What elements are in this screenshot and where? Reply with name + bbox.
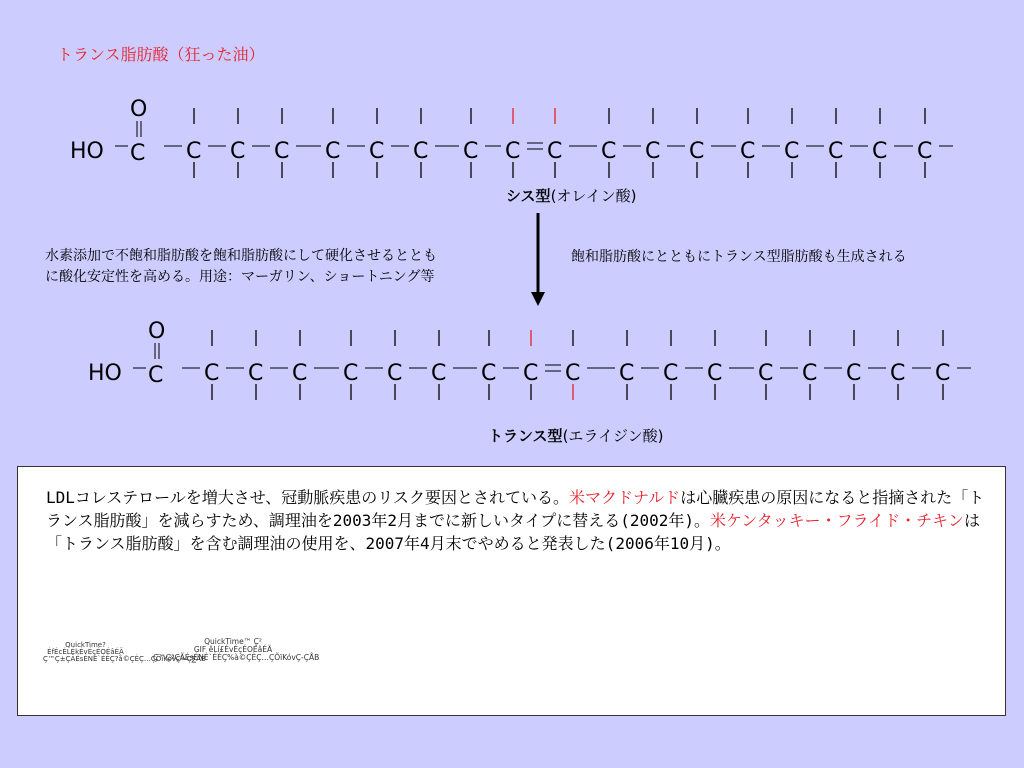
carbon-atom: C (325, 139, 341, 164)
carbon-atom: C (523, 361, 539, 386)
quicktime-placeholder-large: QuickTime™ Ç² GIF êLí£ÉvÉçÉOÉâÉÄ Ç™ÇªÇÃÉsÉNÉ`ÉÉÇ%à©ÇÈÇ…ÇÕïKóvÇ-ÇÅB (153, 637, 320, 662)
carbon-atom: C (369, 139, 385, 164)
carbon-atom: C (802, 361, 818, 386)
carbon-atom: C (740, 139, 756, 164)
carbon-atom: C (481, 361, 497, 386)
carboxyl-carbon: C (130, 141, 146, 166)
slide-title: トランス脂肪酸（狂った油） (57, 45, 265, 64)
carbon-atom: C (890, 361, 906, 386)
hydrogenation-note: 水素添加で不飽和脂肪酸を飽和脂肪酸にして硬化させるととも に酸化安定性を高める。用途：マーガリン、ショートニング等 (45, 248, 437, 285)
carbon-atom: C (463, 139, 479, 164)
carbon-atom: C (505, 139, 521, 164)
carbon-atom: C (204, 361, 220, 386)
carboxyl-carbon: C (148, 363, 164, 388)
carbon-atom: C (547, 139, 563, 164)
info-paragraph: LDLコレステロールを増大させ、冠動脈疾患のリスク要因とされている。米マクドナルドは心臓疾患の原因になると指摘された「トランス脂肪酸」を減らすため、調理油を2003年2月までに新しいタイプに替える(2002年)。米ケンタッキー・フライド・チキンは「トランス脂肪酸」を含む調理油の使用を、2007年4月末でやめると発表した(2006年10月)。 (46, 488, 985, 553)
carbon-atom: C (784, 139, 800, 164)
carbon-atom: C (917, 139, 933, 164)
oxygen-atom: O (148, 319, 166, 344)
mcdonalds-highlight: 米マクドナルド (568, 488, 681, 507)
byproduct-note: 飽和脂肪酸にとともにトランス型脂肪酸も生成される (571, 249, 907, 265)
carbon-atom: C (186, 139, 202, 164)
carbon-atom: C (431, 361, 447, 386)
info-textbox (17, 466, 1006, 716)
quicktime-placeholder-small: QuickTime? ÉfÉcÉLÉkÉvÉçÉOÉâÉÄ Ç™Ç±ÇÃÉsÉNÉ`ÉÉÇ?å©ÇÈÇ…ÇÕïKóvÇ≈Ç∑ÅB (43, 641, 206, 663)
carbon-atom: C (292, 361, 308, 386)
hydroxyl-group: HO (88, 361, 122, 386)
carbon-atom: C (413, 139, 429, 164)
carbon-atom: C (846, 361, 862, 386)
carbon-atom: C (601, 139, 617, 164)
carbon-atom: C (619, 361, 635, 386)
trans-molecule (88, 319, 971, 400)
hydroxyl-group: HO (70, 139, 104, 164)
carbon-atom: C (274, 139, 290, 164)
carbon-atom: C (935, 361, 951, 386)
carbon-atom: C (828, 139, 844, 164)
carbon-atom: C (645, 139, 661, 164)
carbon-atom: C (707, 361, 723, 386)
carbon-atom: C (872, 139, 888, 164)
kfc-highlight: 米ケンタッキー・フライド・チキン (710, 511, 964, 530)
carbon-atom: C (758, 361, 774, 386)
trans-caption: トランス型(エライジン酸) (488, 427, 664, 445)
hydrogenation-arrow (531, 213, 545, 306)
carbon-atom: C (343, 361, 359, 386)
carbon-atom: C (689, 139, 705, 164)
carbon-atom: C (248, 361, 264, 386)
oxygen-atom: O (130, 97, 148, 122)
cis-molecule (70, 97, 953, 178)
carbon-atom: C (387, 361, 403, 386)
carbon-atom: C (230, 139, 246, 164)
carbon-atom: C (565, 361, 581, 386)
cis-caption: シス型(オレイン酸) (506, 187, 637, 205)
carbon-atom: C (663, 361, 679, 386)
